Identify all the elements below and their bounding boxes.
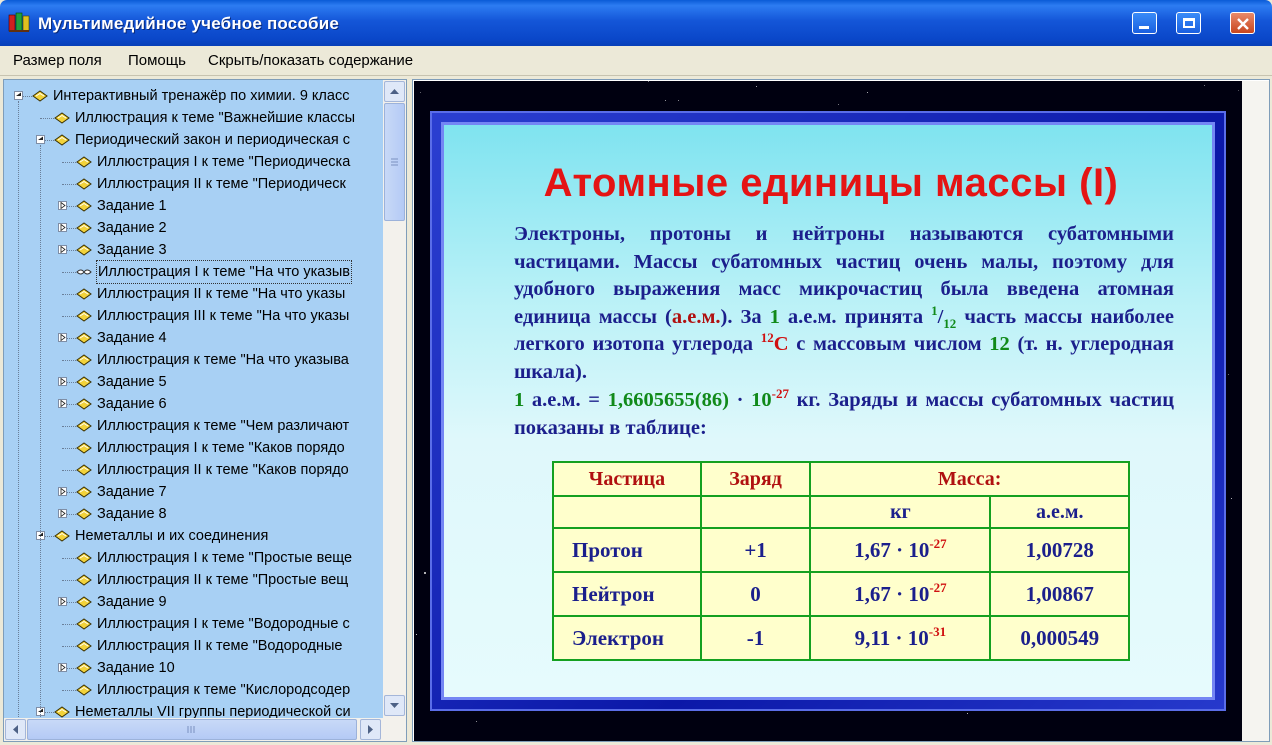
book-icon: [54, 112, 70, 124]
tree-item[interactable]: [4, 85, 383, 107]
definition-text: а.е.м. =: [524, 389, 608, 411]
tree-guide-line: [18, 101, 19, 717]
tree-connector: [62, 316, 76, 317]
expand-icon[interactable]: [58, 333, 67, 342]
content-viewer: [412, 79, 1270, 742]
tree-item[interactable]: [4, 657, 383, 679]
particle-charge: -1: [701, 616, 811, 660]
particle-name: Протон: [553, 528, 701, 572]
tree-item-label: Иллюстрация II к теме "Водородные: [97, 638, 343, 654]
menu-bar: [0, 46, 1272, 76]
tree-connector: [62, 470, 76, 471]
tree-item[interactable]: [4, 283, 383, 305]
tree-item[interactable]: [4, 173, 383, 195]
tree-item-label: Иллюстрация II к теме "Каков порядо: [97, 462, 349, 478]
book-icon: [76, 662, 92, 674]
slide-frame: [430, 111, 1226, 711]
tree-item[interactable]: [4, 239, 383, 261]
open-book-icon: [76, 266, 92, 278]
book-icon: [76, 288, 92, 300]
tree-item[interactable]: [4, 305, 383, 327]
book-icon: [76, 156, 92, 168]
viewer-scrollbar[interactable]: [1242, 81, 1269, 741]
slide: [441, 122, 1215, 700]
particle-mass-kg: [810, 572, 990, 616]
tree-item-label: Иллюстрация к теме "На что указыва: [97, 352, 349, 368]
empty-cell: [553, 496, 701, 528]
tree-item-label: Задание 1: [97, 198, 167, 214]
tree-connector: [62, 360, 76, 361]
subheader-kg: кг: [810, 496, 990, 528]
book-icon: [76, 420, 92, 432]
expand-icon[interactable]: [58, 245, 67, 254]
minimize-button[interactable]: [1132, 12, 1157, 34]
tree-connector: [62, 184, 76, 185]
book-icon: [76, 222, 92, 234]
star-dot: [756, 86, 757, 87]
header-charge: Заряд: [701, 462, 811, 496]
tree-item-label: Иллюстрация I к теме "Простые веще: [97, 550, 353, 566]
particle-name: Электрон: [553, 616, 701, 660]
grip-icon: [385, 104, 404, 220]
tree-item[interactable]: [4, 459, 383, 481]
arrow-left-icon: [6, 720, 25, 739]
expand-icon[interactable]: [58, 509, 67, 518]
mass-exponent: -31: [928, 623, 947, 639]
tree-connector: [40, 118, 54, 119]
book-icon: [76, 508, 92, 520]
tree-item[interactable]: [4, 503, 383, 525]
star-dot: [678, 100, 679, 101]
tree-item[interactable]: [4, 107, 383, 129]
close-button[interactable]: [1230, 12, 1255, 34]
tree-connector: [62, 558, 76, 559]
intro-text: (т. н. углеродная шкала).: [514, 333, 1174, 383]
book-icon: [76, 332, 92, 344]
tree-item-label: Задание 6: [97, 396, 167, 412]
title-bar[interactable]: [0, 0, 1272, 46]
tree-item[interactable]: [4, 217, 383, 239]
scroll-left-button[interactable]: [5, 719, 26, 740]
intro-text: а.е.м. принята: [779, 305, 932, 328]
expand-icon[interactable]: [58, 223, 67, 232]
fraction-slash: /: [937, 305, 944, 328]
star-dot: [1204, 85, 1205, 86]
mass-mantissa: 9,11 · 10: [854, 625, 929, 650]
menu-help[interactable]: Помощь: [128, 52, 186, 69]
contents-tree: [4, 80, 383, 718]
horizontal-scroll-thumb[interactable]: [27, 719, 357, 740]
contents-tree-panel: [3, 79, 407, 742]
particle-mass-aem: 0,000549: [990, 616, 1129, 660]
tree-item-label: Иллюстрация к теме "Важнейшие классы: [75, 110, 356, 126]
grip-icon: [28, 720, 356, 739]
table-row: [553, 572, 1129, 616]
maximize-button[interactable]: [1176, 12, 1201, 34]
multiply-sign: ·: [728, 389, 752, 411]
book-icon: [76, 464, 92, 476]
number-one: 1: [514, 389, 525, 411]
slide-title: Атомные единицы массы (I): [543, 161, 1119, 205]
tree-connector: [62, 294, 76, 295]
scroll-down-button[interactable]: [384, 695, 405, 716]
book-icon: [76, 354, 92, 366]
book-icon: [76, 552, 92, 564]
number-twelve: 12: [989, 333, 1010, 355]
tree-connector: [62, 690, 76, 691]
particle-name: Нейтрон: [553, 572, 701, 616]
book-icon: [76, 596, 92, 608]
empty-cell: [701, 496, 811, 528]
tree-item[interactable]: [4, 195, 383, 217]
book-icon: [76, 442, 92, 454]
tree-guide-line: [40, 145, 41, 717]
starfield-background: [414, 81, 1242, 741]
star-dot: [424, 572, 426, 574]
tree-item-label: Иллюстрация III к теме "На что указы: [97, 308, 350, 324]
number-one: 1: [769, 305, 780, 328]
header-particle: Частица: [553, 462, 701, 496]
tree-item[interactable]: [4, 261, 383, 283]
star-dot: [1231, 498, 1232, 499]
book-icon: [76, 200, 92, 212]
expand-icon[interactable]: [58, 487, 67, 496]
book-icon: [76, 178, 92, 190]
definition-text: кг. Заряды и массы субатомных частиц показаны в таблице:: [514, 389, 1175, 439]
book-icon: [76, 398, 92, 410]
expand-icon[interactable]: [58, 597, 67, 606]
tree-item[interactable]: [4, 591, 383, 613]
tree-horizontal-scrollbar[interactable]: [4, 718, 406, 741]
tree-item-label: Иллюстрация I к теме "Каков порядо: [97, 440, 345, 456]
books-app-icon: [8, 11, 30, 33]
book-icon: [76, 574, 92, 586]
header-mass: Масса:: [810, 462, 1129, 496]
tree-item[interactable]: [4, 701, 383, 718]
tree-item[interactable]: [4, 349, 383, 371]
window-title: Мультимедийное учебное пособие: [38, 14, 340, 33]
intro-text: Электроны, протоны и нейтроны называются субатомными частицами. Массы субатомных частиц очень малы, поэтому для удобного выражения масс микрочастиц была введена атомная единица массы (: [514, 223, 1174, 328]
definition-paragraph: [514, 387, 1174, 442]
table-header-row: [553, 462, 1129, 496]
collapse-icon[interactable]: [14, 91, 23, 100]
tree-item-label: Интерактивный тренажёр по химии. 9 класс: [53, 88, 350, 104]
tree-connector: [62, 624, 76, 625]
mass-mantissa: 1,67 · 10: [854, 537, 930, 562]
isotope-mass-number: 12: [760, 330, 774, 346]
particle-mass-kg: [810, 616, 990, 660]
tree-item-label: Задание 4: [97, 330, 167, 346]
collapse-icon[interactable]: [36, 135, 45, 144]
tree-item-label: Периодический закон и периодическая с: [75, 132, 350, 148]
tree-item-label: Задание 9: [97, 594, 167, 610]
star-dot: [1228, 374, 1229, 375]
tree-item[interactable]: [4, 481, 383, 503]
tree-item[interactable]: [4, 569, 383, 591]
star-dot: [476, 721, 477, 722]
particle-mass-kg: [810, 528, 990, 572]
particle-charge: 0: [701, 572, 811, 616]
tree-item-label: Иллюстрация к теме "Кислородсодер: [97, 682, 351, 698]
tree-item[interactable]: [4, 547, 383, 569]
fraction-numerator: 1: [931, 302, 938, 318]
mass-exponent: -27: [929, 535, 947, 551]
expand-icon[interactable]: [58, 399, 67, 408]
tree-connector: [62, 580, 76, 581]
aem-term: а.е.м.: [671, 305, 721, 328]
tree-item[interactable]: [4, 393, 383, 415]
tree-item[interactable]: [4, 371, 383, 393]
intro-text: часть массы наиболее легкого изотопа углерода: [514, 305, 1174, 355]
book-icon: [76, 640, 92, 652]
intro-text: ). За: [720, 305, 770, 328]
table-row: [553, 616, 1129, 660]
book-icon: [76, 376, 92, 388]
tree-connector: [62, 646, 76, 647]
tree-item[interactable]: [4, 635, 383, 657]
tree-item-label: Иллюстрация I к теме "Водородные с: [97, 616, 350, 632]
scroll-up-button[interactable]: [384, 81, 405, 102]
expand-icon[interactable]: [58, 377, 67, 386]
tree-item-label: Иллюстрация II к теме "На что указы: [97, 286, 346, 302]
book-icon: [54, 530, 70, 542]
mass-mantissa: 1,67 · 10: [854, 581, 930, 606]
minimize-icon: [1139, 26, 1149, 29]
tree-item-label: Иллюстрация к теме "Чем различают: [97, 418, 350, 434]
power-exponent: -27: [771, 386, 789, 402]
scroll-thumb[interactable]: [384, 103, 405, 221]
particle-mass-table: [552, 461, 1130, 661]
tree-connector: [62, 272, 76, 273]
star-dot: [967, 713, 968, 714]
tree-item[interactable]: [4, 437, 383, 459]
arrow-right-icon: [361, 720, 380, 739]
star-dot: [1238, 90, 1239, 91]
book-icon: [32, 90, 48, 102]
fraction-denominator: 12: [943, 315, 957, 331]
book-icon: [76, 244, 92, 256]
particle-mass-aem: 1,00867: [990, 572, 1129, 616]
tree-item[interactable]: [4, 525, 383, 547]
tree-item-label: Задание 2: [97, 220, 167, 236]
tree-item-label: Задание 7: [97, 484, 167, 500]
expand-icon[interactable]: [58, 663, 67, 672]
arrow-down-icon: [385, 696, 404, 715]
arrow-up-icon: [385, 82, 404, 101]
particle-mass-aem: 1,00728: [990, 528, 1129, 572]
tree-item-label: Иллюстрация II к теме "Периодическ: [97, 176, 346, 192]
particle-charge: +1: [701, 528, 811, 572]
star-dot: [867, 92, 868, 93]
star-dot: [416, 634, 417, 635]
table-row: [553, 528, 1129, 572]
power-base: 10: [751, 389, 772, 411]
tree-item[interactable]: [4, 679, 383, 701]
tree-item-label: Задание 5: [97, 374, 167, 390]
tree-item[interactable]: [4, 129, 383, 151]
star-dot: [420, 92, 421, 93]
scroll-right-button[interactable]: [360, 719, 381, 740]
tree-item[interactable]: [4, 151, 383, 173]
book-icon: [76, 486, 92, 498]
tree-item-label: Задание 3: [97, 242, 167, 258]
tree-item-label: Задание 8: [97, 506, 167, 522]
intro-text: с массовым числом: [788, 333, 990, 355]
tree-item-label: Неметаллы и их соединения: [75, 528, 269, 544]
menu-field-size[interactable]: Размер поля: [13, 52, 102, 69]
tree-item-label: Задание 10: [97, 660, 175, 676]
tree-item-label: Неметаллы VII группы периодической си: [75, 704, 351, 718]
mass-exponent: -27: [929, 579, 947, 595]
table-subheader-row: [553, 496, 1129, 528]
close-icon: [1237, 18, 1249, 30]
star-dot: [648, 81, 649, 82]
tree-item-label: Иллюстрация I к теме "На что указыв: [97, 261, 351, 283]
menu-toggle-contents[interactable]: Скрыть/показать содержание: [208, 52, 414, 69]
tree-item[interactable]: [4, 415, 383, 437]
book-icon: [54, 706, 70, 718]
tree-item-label: Иллюстрация I к теме "Периодическа: [97, 154, 351, 170]
star-dot: [838, 104, 839, 105]
maximize-icon: [1183, 18, 1195, 28]
intro-paragraph: [514, 221, 1174, 386]
book-icon: [76, 618, 92, 630]
tree-item[interactable]: [4, 613, 383, 635]
subheader-aem: а.е.м.: [990, 496, 1129, 528]
tree-connector: [62, 448, 76, 449]
expand-icon[interactable]: [58, 201, 67, 210]
tree-item-label: Иллюстрация II к теме "Простые вещ: [97, 572, 349, 588]
book-icon: [54, 134, 70, 146]
tree-item[interactable]: [4, 327, 383, 349]
tree-connector: [62, 162, 76, 163]
book-icon: [76, 310, 92, 322]
book-icon: [76, 684, 92, 696]
tree-connector: [62, 426, 76, 427]
star-dot: [665, 100, 666, 101]
aem-value: 1,6605655(86): [607, 389, 729, 411]
tree-vertical-scrollbar[interactable]: [383, 80, 406, 718]
carbon-symbol: C: [773, 333, 789, 355]
